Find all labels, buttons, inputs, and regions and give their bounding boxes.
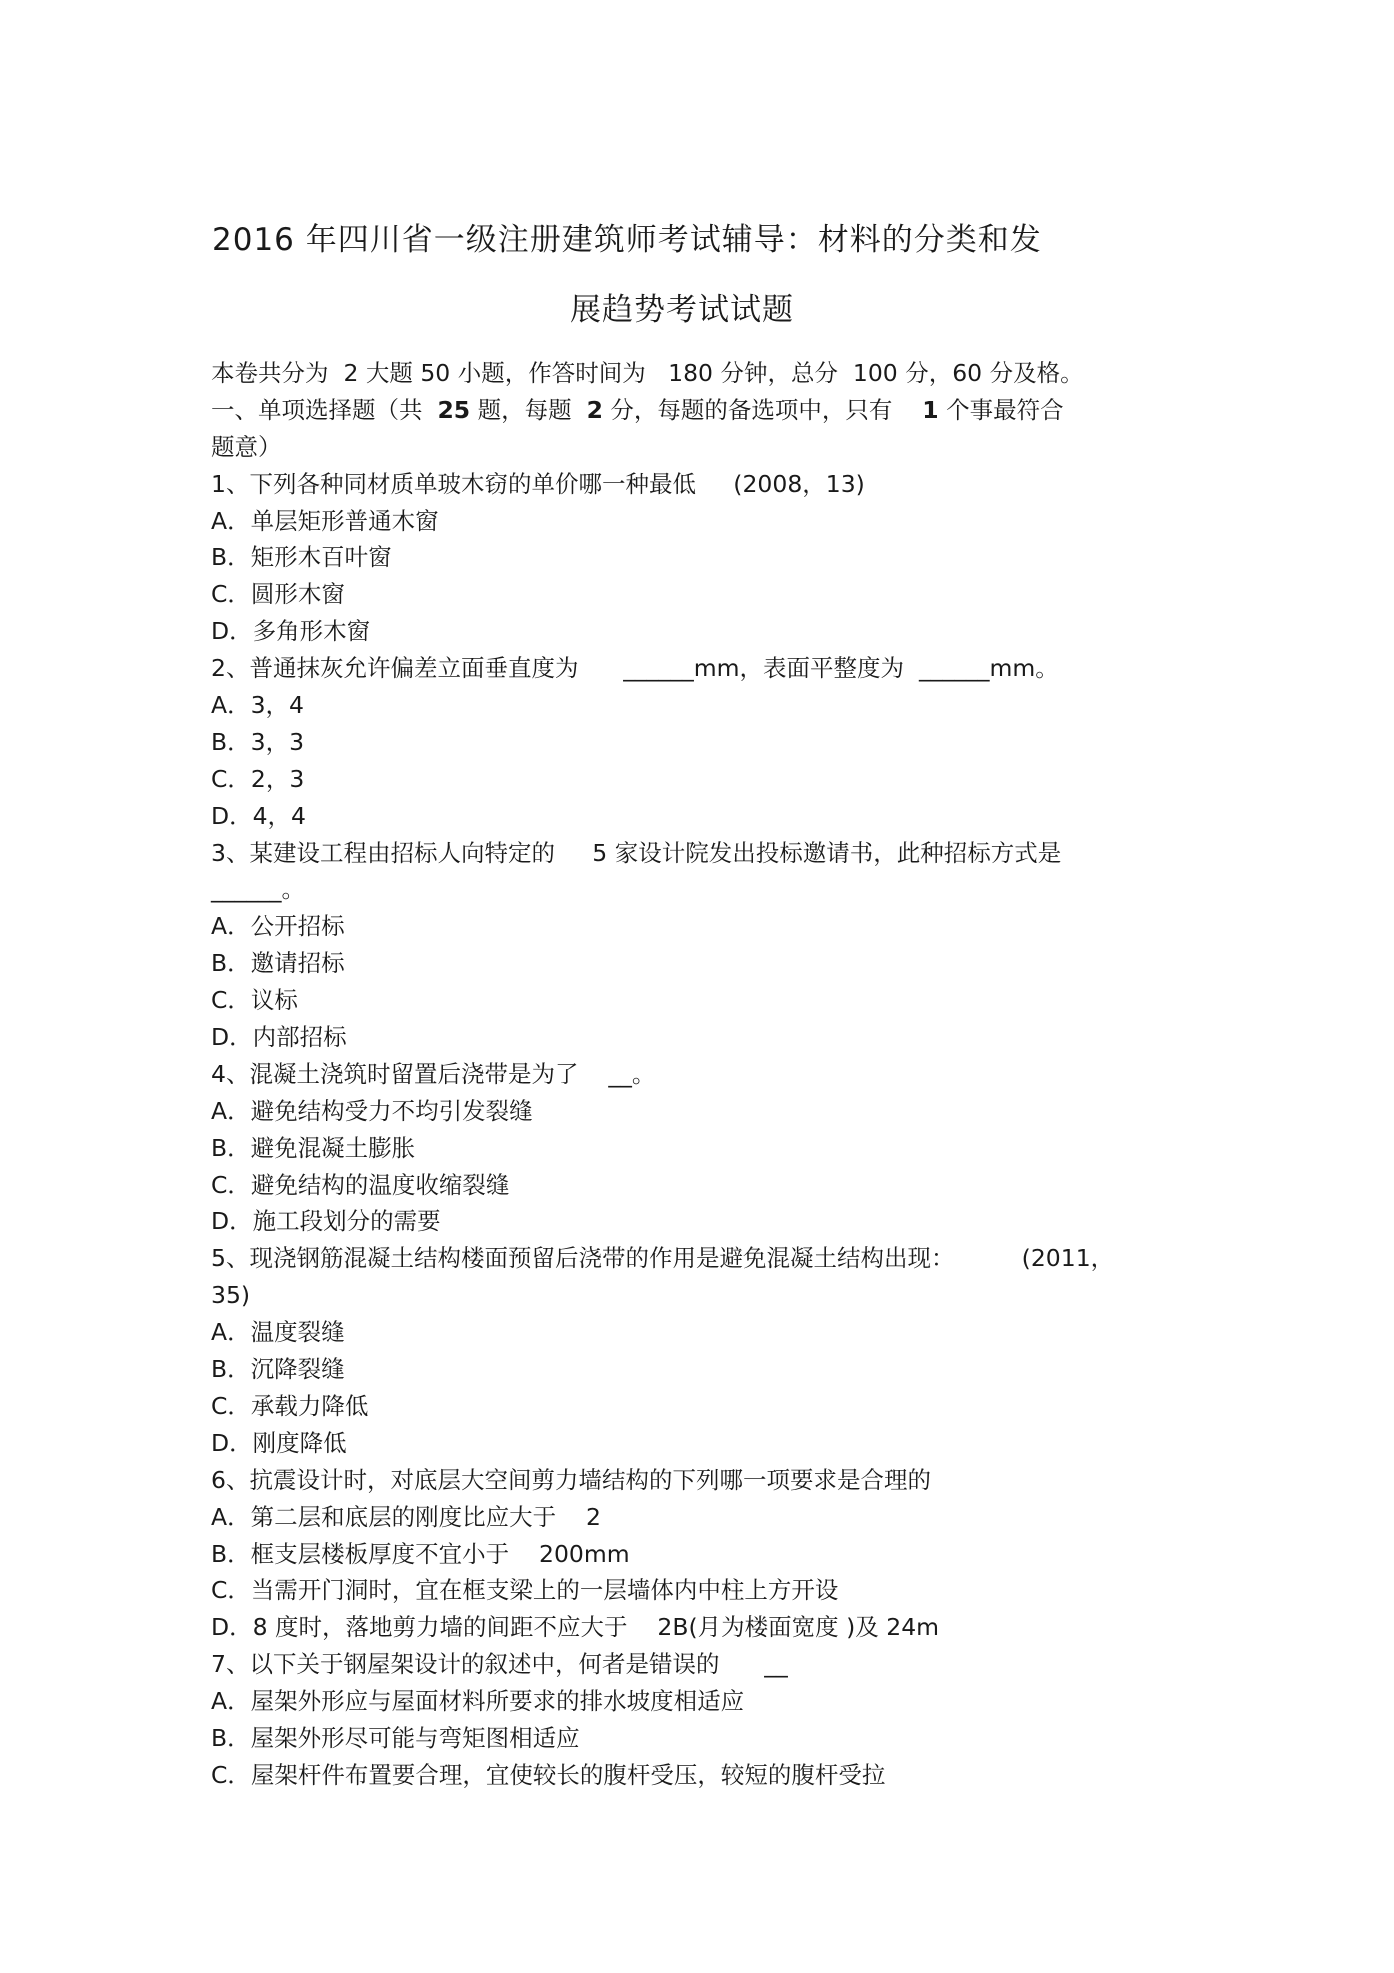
answer-option: B．3，3 xyxy=(211,727,305,756)
document-body xyxy=(211,355,1201,1794)
question-text: 2、普通抹灰允许偏差立面垂直度为 ______mm，表面平整度为 ______mm。 xyxy=(211,654,1059,683)
question-text: 1、下列各种同材质单玻木窃的单价哪一种最低 (2008，13) xyxy=(211,469,865,498)
section-heading-part: 个事最符合 xyxy=(938,395,1064,424)
exam-intro: 本卷共分为 2 大题 50 小题，作答时间为 180 分钟，总分 100 分，60 分及格。 xyxy=(211,359,1084,387)
answer-option: B．矩形木百叶窗 xyxy=(211,543,392,572)
answer-option: C．圆形木窗 xyxy=(211,580,345,609)
answer-option: B．沉降裂缝 xyxy=(211,1355,345,1384)
answer-option: B．屋架外形尽可能与弯矩图相适应 xyxy=(211,1723,580,1752)
section-heading-part: 一、单项选择题（共 xyxy=(211,395,438,424)
document-title-line-2: 展趋势考试试题 xyxy=(570,292,794,328)
answer-option: D．刚度降低 xyxy=(211,1428,347,1457)
answer-option: D．内部招标 xyxy=(211,1023,347,1052)
question-count: 25 xyxy=(437,395,471,424)
answer-option: C．屋架杆件布置要合理，宜使较长的腹杆受压，较短的腹杆受拉 xyxy=(211,1760,886,1789)
answer-option: C．当需开门洞时，宜在框支梁上的一层墙体内中柱上方开设 xyxy=(211,1576,839,1605)
question-text: ______。 xyxy=(211,875,305,904)
section-heading-part: 题，每题 xyxy=(470,395,587,424)
question-text: 3、某建设工程由招标人向特定的 5 家设计院发出投标邀请书，此种招标方式是 xyxy=(211,838,1062,867)
answer-option: B．框支层楼板厚度不宜小于 200mm xyxy=(211,1539,630,1568)
answer-option: D．施工段划分的需要 xyxy=(211,1207,441,1236)
answer-option: A．避免结构受力不均引发裂缝 xyxy=(211,1096,533,1125)
score-per-question: 2 xyxy=(586,395,603,424)
answer-option: C．议标 xyxy=(211,986,298,1015)
answer-option: D．4，4 xyxy=(211,801,306,830)
question-list xyxy=(211,466,1201,1794)
answer-option: D．多角形木窗 xyxy=(211,617,371,646)
answer-option: B．邀请招标 xyxy=(211,949,345,978)
answer-option: A．屋架外形应与屋面材料所要求的排水坡度相适应 xyxy=(211,1687,745,1716)
question-text: 35) xyxy=(211,1281,251,1310)
answer-option: A．单层矩形普通木窗 xyxy=(211,506,439,535)
question-text: 5、现浇钢筋混凝土结构楼面预留后浇带的作用是避免混凝土结构出现： (2011， xyxy=(211,1244,1115,1273)
answer-option: A．温度裂缝 xyxy=(211,1318,345,1347)
correct-count: 1 xyxy=(922,395,939,424)
question-text: 6、抗震设计时，对底层大空间剪力墙结构的下列哪一项要求是合理的 xyxy=(211,1465,931,1494)
section-heading-continued: 题意） xyxy=(211,432,282,461)
document-title-line-1: 2016 年四川省一级注册建筑师考试辅导：材料的分类和发 xyxy=(212,222,1042,258)
answer-option: A．3，4 xyxy=(211,691,304,720)
section-heading xyxy=(211,392,1201,429)
question-text: 7、以下关于钢屋架设计的叙述中，何者是错误的 __ xyxy=(211,1650,788,1679)
section-heading-part: 分，每题的备选项中，只有 xyxy=(602,395,923,424)
answer-option: D．8 度时，落地剪力墙的间距不应大于 2B(月为楼面宽度 )及 24m xyxy=(211,1613,940,1642)
question-text: 4、混凝土浇筑时留置后浇带是为了 __。 xyxy=(211,1059,656,1088)
answer-option: C．2，3 xyxy=(211,764,305,793)
answer-option: C．承载力降低 xyxy=(211,1391,369,1420)
answer-option: A．公开招标 xyxy=(211,912,345,941)
answer-option: B．避免混凝土膨胀 xyxy=(211,1133,416,1162)
answer-option: A．第二层和底层的刚度比应大于 2 xyxy=(211,1502,601,1531)
answer-option: C．避免结构的温度收缩裂缝 xyxy=(211,1170,510,1199)
